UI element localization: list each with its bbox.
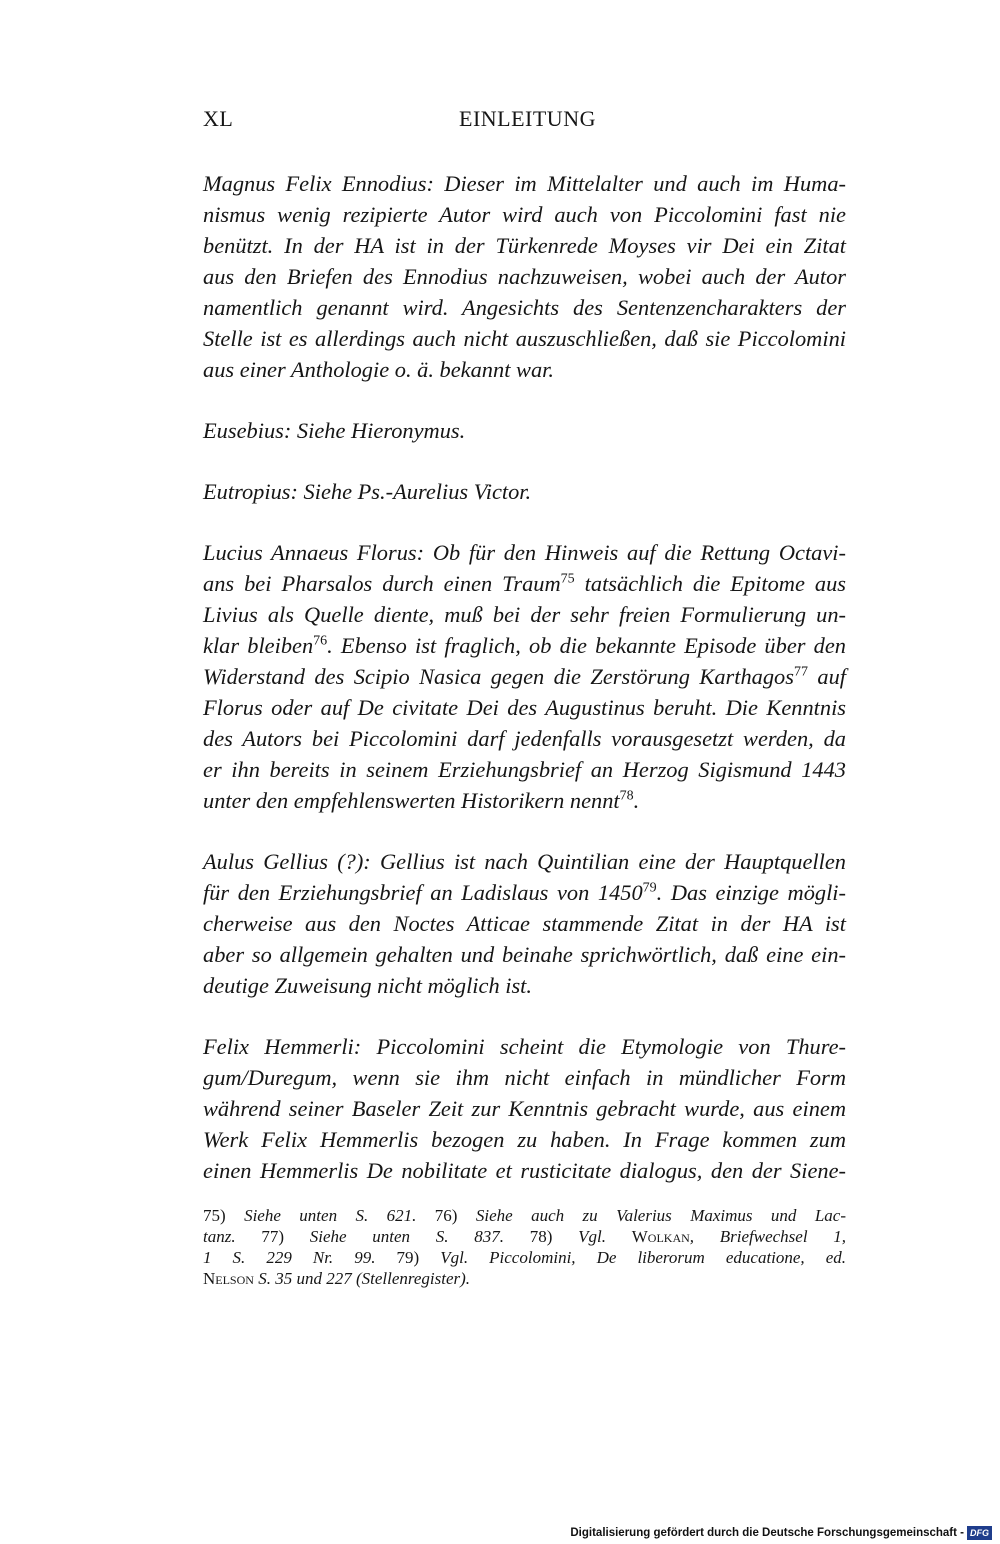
- text-line: Livius als Quelle diente, muß bei der sehr freien Formulierung un-: [203, 602, 846, 627]
- text-line: gum/Duregum, wenn sie ihm nicht einfach in mündlicher Form: [203, 1065, 846, 1090]
- paragraph-eusebius: [203, 415, 846, 446]
- footnote-ref-75[interactable]: 75: [560, 571, 575, 587]
- text-line: Eusebius: Siehe Hieronymus.: [203, 418, 466, 443]
- line-text: ans bei Pharsalos durch einen Traum: [203, 571, 561, 596]
- text-line: [203, 877, 846, 908]
- line-text: . Das einzige mögli-: [656, 880, 846, 905]
- footnote-ref-76[interactable]: 76: [313, 633, 328, 649]
- footnote-text-75: Siehe unten S. 621.: [244, 1206, 417, 1225]
- text-line: Felix Hemmerli: Piccolomini scheint die Etymologie von Thure-: [203, 1034, 846, 1059]
- footnote-line: [203, 1268, 846, 1289]
- text-line: benützt. In der HA ist in der Türkenrede Moyses vir Dei ein Zitat: [203, 233, 846, 258]
- paragraph-florus: [203, 537, 846, 816]
- footnote-text-79-cont: S. 35 und 227 (Stellenregister).: [253, 1269, 471, 1288]
- footnote-number-78: 78): [529, 1227, 553, 1246]
- line-text: auf: [807, 664, 846, 689]
- text-line: deutige Zuweisung nicht möglich ist.: [203, 973, 532, 998]
- text-line: Florus oder auf De civitate Dei des Augustinus beruht. Die Kenntnis: [203, 695, 846, 720]
- text-line: nismus wenig rezipierte Autor wird auch von Piccolomini fast nie: [203, 202, 846, 227]
- text-line: Lucius Annaeus Florus: Ob für den Hinweis auf die Rettung Octavi-: [203, 540, 846, 565]
- footnotes: [203, 1205, 846, 1289]
- text-line: Werk Felix Hemmerlis bezogen zu haben. In Frage kommen zum: [203, 1127, 846, 1152]
- running-head: EINLEITUNG: [459, 106, 596, 131]
- text-line: [203, 785, 846, 816]
- footnote-line: [203, 1226, 846, 1247]
- text-line: [203, 630, 846, 661]
- footnote-text-78-cont: 1 S. 229 Nr. 99.: [203, 1248, 376, 1267]
- text-line: Magnus Felix Ennodius: Dieser im Mittelalter und auch im Huma-: [203, 171, 846, 196]
- footnote-text-76-cont: tanz.: [203, 1227, 236, 1246]
- footnote-line: [203, 1205, 846, 1226]
- footnote-number-79: 79): [396, 1248, 420, 1267]
- text-line: des Autors bei Piccolomini darf jedenfalls vorausgesetzt werden, da: [203, 726, 846, 751]
- text-line: Aulus Gellius (?): Gellius ist nach Quintilian eine der Hauptquellen: [203, 849, 846, 874]
- paragraph-gellius: [203, 846, 846, 1001]
- body-text: [203, 168, 846, 1216]
- footnote-ref-77[interactable]: 77: [793, 664, 808, 680]
- line-text: unter den empfehlenswerten Historikern nennt: [203, 788, 620, 813]
- text-line: einen Hemmerlis De nobilitate et rusticitate dialogus, den der Siene-: [203, 1158, 846, 1183]
- line-text: für den Erziehungsbrief an Ladislaus von 1450: [203, 880, 643, 905]
- author-name-wolkan: Wolkan: [631, 1227, 690, 1246]
- footnote-text-78-ref: , Briefwechsel 1,: [689, 1227, 847, 1246]
- footnote-ref-78[interactable]: 78: [619, 788, 634, 804]
- text-line: Stelle ist es allerdings auch nicht auszuschließen, daß sie Piccolomini: [203, 326, 846, 351]
- credit-text: Digitalisierung gefördert durch die Deutsche Forschungsgemeinschaft -: [570, 1527, 964, 1539]
- footnote-text-78-vgl: Vgl.: [578, 1227, 606, 1246]
- text-line: aus den Briefen des Ennodius nachzuweisen, wobei auch der Autor: [203, 264, 846, 289]
- footnote-ref-79[interactable]: 79: [642, 880, 657, 896]
- text-line: [203, 568, 846, 599]
- footnote-text-77: Siehe unten S. 837.: [309, 1227, 504, 1246]
- paragraph-eutropius: [203, 476, 846, 507]
- paragraph-ennodius: [203, 168, 846, 385]
- page-number: XL: [203, 106, 234, 131]
- footnote-text-79: Vgl. Piccolomini, De liberorum educatione, ed.: [440, 1248, 847, 1267]
- text-line: aus einer Anthologie o. ä. bekannt war.: [203, 357, 554, 382]
- text-line: während seiner Baseler Zeit zur Kenntnis gebracht wurde, aus einem: [203, 1096, 846, 1121]
- line-text: Widerstand des Scipio Nasica gegen die Zerstörung Karthagos: [203, 664, 794, 689]
- digitization-credit: [570, 1524, 992, 1542]
- text-line: er ihn bereits in seinem Erziehungsbrief an Herzog Sigismund 1443: [203, 757, 846, 782]
- text-line: aber so allgemein gehalten und beinahe sprichwörtlich, daß eine ein-: [203, 942, 846, 967]
- footnote-number-76: 76): [434, 1206, 458, 1225]
- text-line: namentlich genannt wird. Angesichts des Sentenzencharakters der: [203, 295, 846, 320]
- footnote-number-77: 77): [261, 1227, 284, 1246]
- line-text: tatsächlich die Epitome aus: [574, 571, 846, 596]
- paragraph-hemmerli: [203, 1031, 846, 1186]
- text-line: cherweise aus den Noctes Atticae stammende Zitat in der HA ist: [203, 911, 846, 936]
- footnote-text-76: Siehe auch zu Valerius Maximus und Lac-: [475, 1206, 846, 1225]
- page-header: [203, 106, 846, 140]
- dfg-logo: DFG: [967, 1526, 992, 1540]
- author-name-nelson: Nelson: [203, 1269, 254, 1288]
- line-text: . Ebenso ist fraglich, ob die bekannte Episode über den: [327, 633, 846, 658]
- text-line: [203, 661, 846, 692]
- line-text: .: [633, 788, 640, 813]
- footnote-text-78: [578, 1227, 846, 1246]
- line-text: klar bleiben: [203, 633, 314, 658]
- footnote-line: [203, 1247, 846, 1268]
- footnote-number-75: 75): [203, 1206, 226, 1225]
- text-line: Eutropius: Siehe Ps.-Aurelius Victor.: [203, 479, 532, 504]
